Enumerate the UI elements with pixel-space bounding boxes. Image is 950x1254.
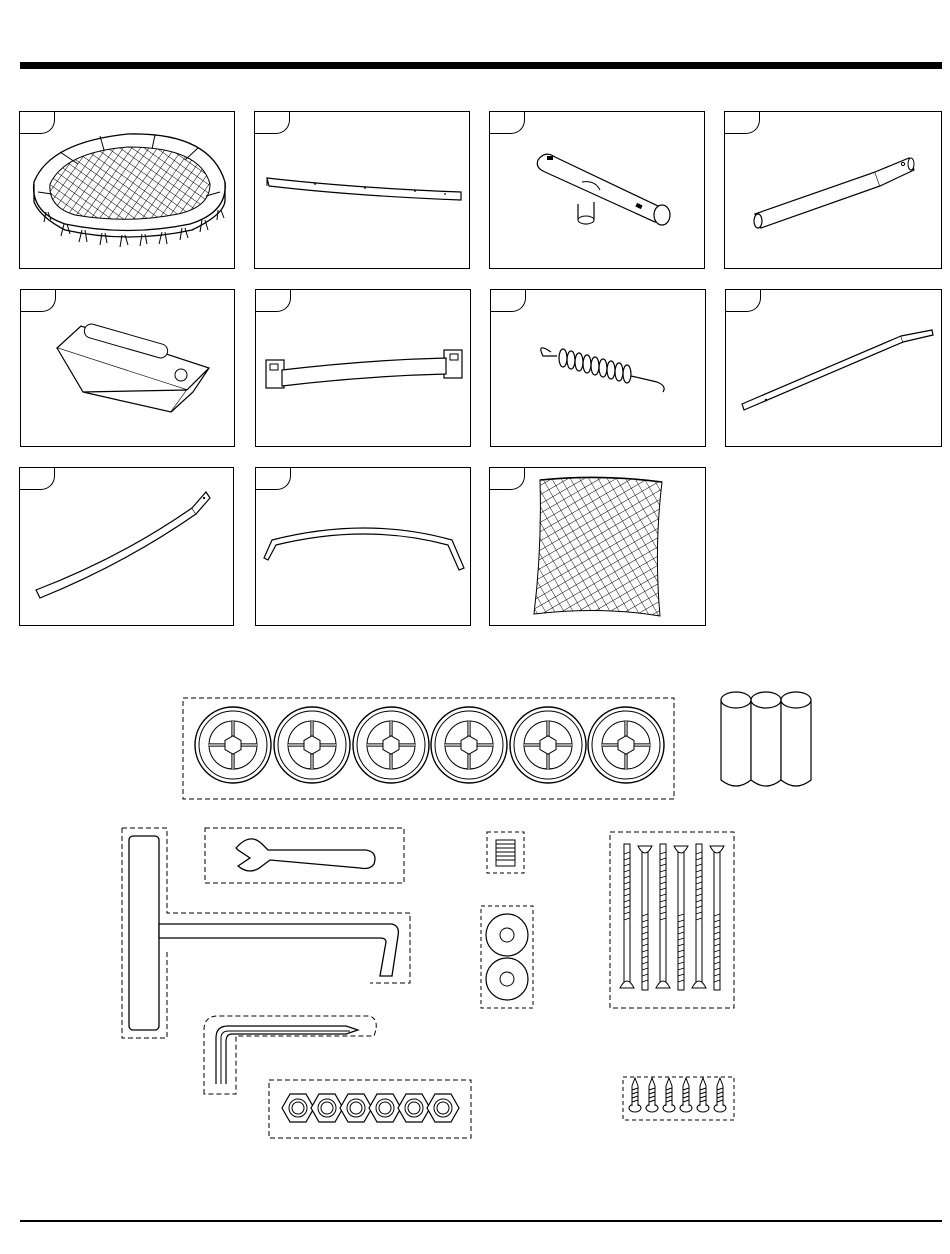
part-panel-4: [724, 111, 942, 269]
spring-clip: [487, 832, 524, 873]
arched-top-tube-icon: [256, 468, 471, 626]
part-panel-8: [725, 289, 942, 447]
wrench: [205, 828, 404, 883]
part-panel-6: [255, 289, 471, 447]
washers: [481, 906, 533, 1008]
pole-section-icon: [726, 290, 942, 447]
connector-block-icon: [21, 290, 235, 447]
hardware-group: [0, 680, 950, 1160]
part-panel-9: [19, 467, 234, 626]
frame-pad-bracket-icon: [256, 290, 471, 447]
spring-puller: [204, 1016, 376, 1094]
t-connector-icon: [490, 112, 705, 269]
curved-pole-icon: [20, 468, 234, 626]
part-panel-2: [254, 111, 470, 269]
part-panel-5: [20, 289, 235, 447]
leg-tube-icon: [725, 112, 942, 269]
part-panel-1: [19, 111, 235, 269]
part-panel-3: [489, 111, 705, 269]
header-rule: [20, 62, 942, 69]
spring-icon: [491, 290, 706, 447]
safety-net-icon: [490, 468, 706, 626]
part-panel-7: [490, 289, 706, 447]
bolts: [610, 832, 734, 1008]
part-panel-10: [255, 467, 471, 626]
footer-rule: [20, 1220, 942, 1222]
screws: [623, 1077, 734, 1120]
part-panel-11: [489, 467, 706, 626]
foam-sleeves: [721, 692, 811, 786]
nuts: [269, 1080, 471, 1138]
trampoline-mat-icon: [20, 112, 235, 269]
end-caps: [183, 698, 674, 799]
curved-frame-tube-icon: [255, 112, 470, 269]
